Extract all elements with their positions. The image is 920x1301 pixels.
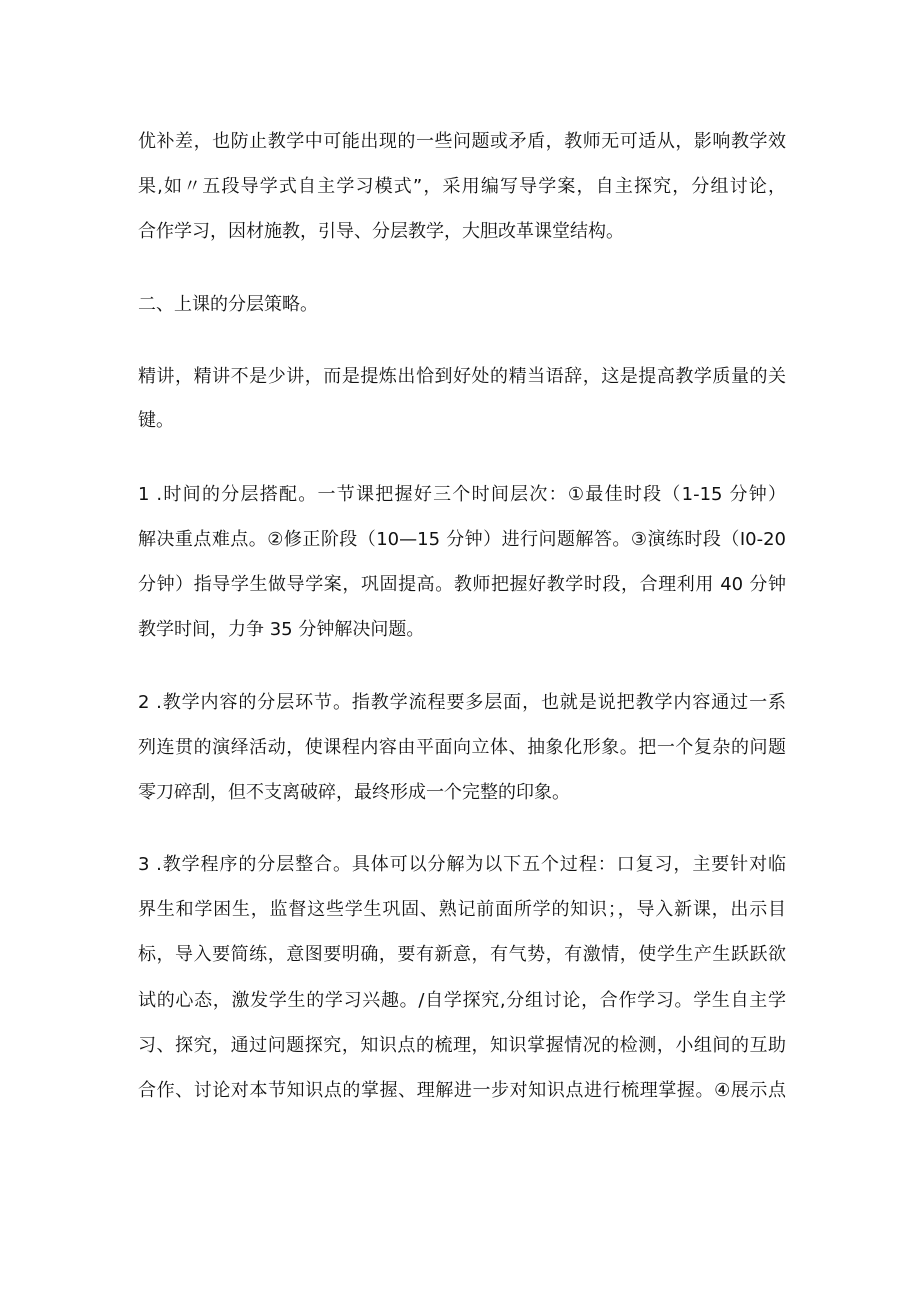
paragraph-1-line-3: 合作学习，因材施教，引导、分层教学，大胆改革课堂结构。	[138, 221, 624, 242]
item-1-line-4: 教学时间，力争 35 分钟解决问题。	[138, 619, 425, 640]
item-3-line-4: 试的心态，激发学生的学习兴趣。/自学探究,分组讨论，合作学习。学生自主学	[138, 990, 786, 1011]
item-2-line-2: 列连贯的演绎活动，使课程内容由平面向立体、抽象化形象。把一个复杂的问题	[138, 737, 786, 758]
section-heading: 二、上课的分层策略。	[138, 294, 318, 315]
paragraph-1-line-1: 优补差，也防止教学中可能出现的一些问题或矛盾，教师无可适从，影响教学效	[138, 131, 786, 152]
item-2-line-3: 零刀碎刮，但不支离破碎，最终形成一个完整的印象。	[138, 782, 570, 803]
item-1-line-2: 解决重点难点。②修正阶段（10—15 分钟）进行问题解答。③演练时段（I0-20	[138, 529, 786, 550]
item-2-line-1: 2 .教学内容的分层环节。指教学流程要多层面，也就是说把教学内容通过一系	[138, 692, 786, 713]
item-3-line-5: 习、探究，通过问题探究，知识点的梳理，知识掌握情况的检测，小组间的互助	[138, 1035, 786, 1056]
item-3-line-3: 标，导入要简练，意图要明确，要有新意，有气势，有激情，使学生产生跃跃欲	[138, 944, 786, 965]
item-3-line-1: 3 .教学程序的分层整合。具体可以分解为以下五个过程：口复习，主要针对临	[138, 854, 786, 875]
item-3-line-6: 合作、讨论对本节知识点的掌握、理解进一步对知识点进行梳理掌握。④展示点	[138, 1080, 786, 1101]
item-3-line-2: 界生和学困生，监督这些学生巩固、熟记前面所学的知识；，导入新课，出示目	[138, 899, 786, 920]
paragraph-3-line-2: 键。	[138, 410, 174, 431]
paragraph-1-line-2: 果,如〃五段导学式自主学习模式”，采用编写导学案，自主探究，分组讨论，	[138, 176, 786, 197]
paragraph-3-line-1: 精讲，精讲不是少讲，而是提炼出恰到好处的精当语辞，这是提高教学质量的关	[138, 366, 786, 387]
item-1-line-1: 1 .时间的分层搭配。一节课把握好三个时间层次：①最佳时段（1-15 分钟）	[138, 484, 786, 505]
item-1-line-3: 分钟）指导学生做导学案，巩固提高。教师把握好教学时段，合理利用 40 分钟	[138, 574, 786, 595]
